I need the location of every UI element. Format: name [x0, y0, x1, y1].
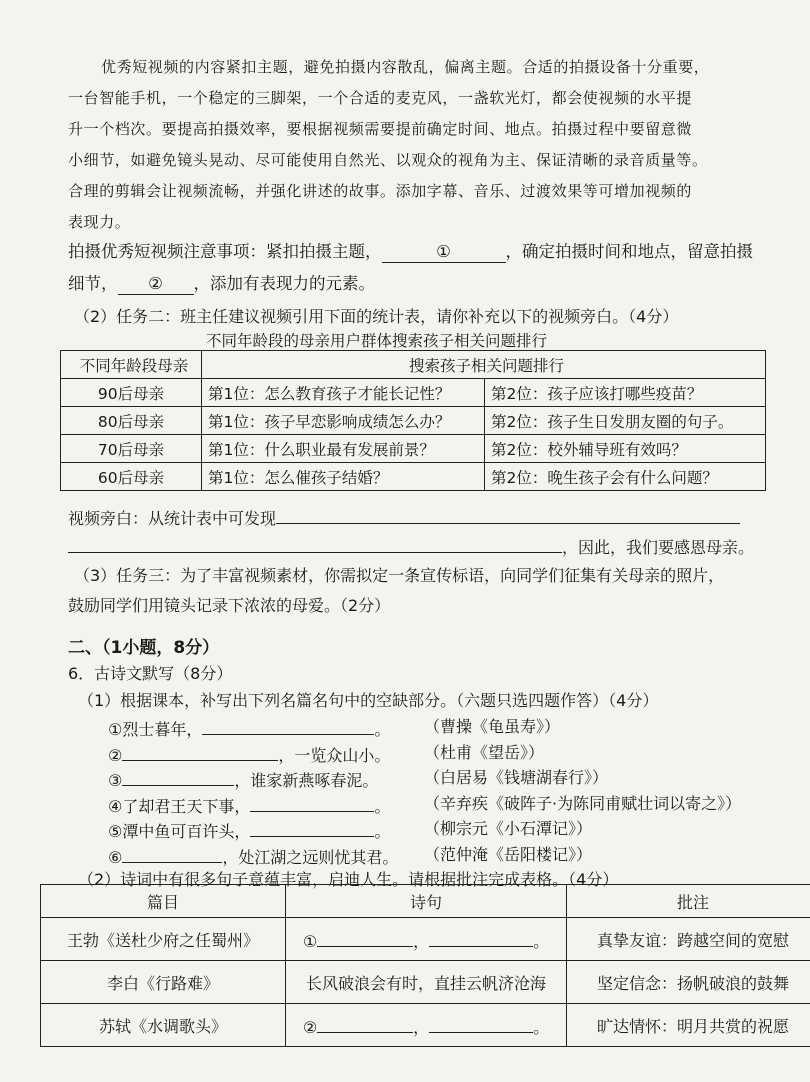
summary-text: 细节，: [68, 274, 118, 293]
intro-line: 一台智能手机，一个稳定的三脚架，一个合适的麦克风，一盏软光灯，都会使视频的水平提: [68, 89, 693, 107]
table-row: [41, 1004, 810, 1047]
verse-number: ②: [302, 1018, 318, 1037]
rank-second-cell: 第2位：孩子应该打哪些疫苗？: [485, 379, 766, 407]
rank-first-cell: 第1位：怎么教育孩子才能长记性？: [202, 379, 485, 407]
verse-blank[interactable]: [317, 926, 413, 947]
recite-item: [108, 740, 390, 766]
table-row: [41, 918, 810, 961]
item-number: ②: [108, 746, 123, 765]
item-prefix: 烈士暮年，: [122, 720, 203, 739]
narration-line-2: [68, 532, 754, 558]
item-suffix: 。: [374, 797, 391, 816]
recite-blank[interactable]: [122, 740, 278, 761]
recite-blank[interactable]: [202, 714, 374, 735]
task3-line-1: （3）任务三：为了丰富视频素材，你需拟定一条宣传标语，向同学们征集有关母亲的照片，: [74, 566, 725, 585]
narration-ending: ，因此，我们要感恩母亲。: [562, 538, 755, 557]
item-source: （柳宗元《小石潭记》）: [424, 819, 593, 838]
item-suffix: ，谁家新燕啄春泥。: [234, 771, 379, 790]
table-row: [61, 407, 766, 435]
poem-title-cell: 王勃《送杜少府之任蜀州》: [41, 918, 286, 961]
table-header-row: [61, 351, 766, 379]
rank-first-cell: 第1位：怎么催孩子结婚？: [202, 463, 485, 491]
intro-line: 升一个档次。要提高拍摄效率，要根据视频需要提前确定时间、地点。拍摄过程中要留意微: [68, 120, 693, 138]
recite-blank[interactable]: [122, 765, 234, 786]
rank-second-cell: 第2位：孩子生日发朋友圈的句子。: [485, 407, 766, 435]
recite-blank[interactable]: [250, 816, 374, 837]
rank-first-cell: 第1位：孩子早恋影响成绩怎么办？: [202, 407, 485, 435]
table-row: [41, 961, 810, 1004]
age-cell: 90后母亲: [61, 379, 202, 407]
item-number: ①: [108, 720, 123, 739]
item-prefix: 了却君王天下事，: [122, 797, 251, 816]
narration-blank-1[interactable]: [276, 503, 740, 524]
item-number: ⑤: [108, 822, 123, 841]
table-header: 篇目: [41, 885, 286, 918]
table-row: [61, 435, 766, 463]
section-heading: 二、（1小题，8分）: [68, 638, 220, 658]
table-header: 不同年龄段母亲: [61, 351, 202, 379]
item-suffix: 。: [374, 822, 391, 841]
poetry-table: [40, 884, 810, 1047]
recite-item: [108, 714, 390, 740]
note-cell: 坚定信念：扬帆破浪的鼓舞: [567, 961, 810, 1004]
rank-second-cell: 第2位：校外辅导班有效吗？: [485, 435, 766, 463]
intro-line: 小细节，如避免镜头晃动、尽可能使用自然光、以观众的视角为主、保证清晰的录音质量等。: [68, 151, 708, 169]
item-number: ④: [108, 797, 123, 816]
summary-blank-1[interactable]: ①: [382, 242, 506, 263]
rank-second-cell: 第2位：晚生孩子会有什么问题？: [485, 463, 766, 491]
summary-text: ，添加有表现力的元素。: [193, 274, 375, 293]
verse-cell[interactable]: ① ， 。: [286, 918, 567, 961]
item-number: ③: [108, 771, 123, 790]
recite-blank[interactable]: [250, 791, 374, 812]
verse-cell: 长风破浪会有时，直挂云帆济沧海: [286, 961, 567, 1004]
age-cell: 60后母亲: [61, 463, 202, 491]
table-header: 搜索孩子相关问题排行: [202, 351, 766, 379]
item-number: ⑥: [108, 848, 123, 867]
intro-paragraph: [68, 52, 758, 238]
table-title: 不同年龄段的母亲用户群体搜索孩子相关问题排行: [206, 332, 548, 350]
stats-table: [60, 350, 766, 491]
table-header: 批注: [567, 885, 810, 918]
task2-prompt: （2）任务二：班主任建议视频引用下面的统计表，请你补充以下的视频旁白。（4分）: [74, 307, 679, 326]
question-6-title: 6．古诗文默写（8分）: [68, 664, 233, 683]
item-source: （曹操《龟虽寿》）: [424, 717, 561, 736]
summary-line-2: [68, 270, 375, 295]
intro-line: 合理的剪辑会让视频流畅，并强化讲述的故事。添加字幕、音乐、过渡效果等可增加视频的: [68, 182, 693, 200]
verse-blank[interactable]: [429, 1012, 533, 1033]
sub-question-2: （2）诗词中有很多句子意蕴丰富，启迪人生。请根据批注完成表格。（4分）: [78, 870, 619, 889]
note-cell: 真挚友谊：跨越空间的宽慰: [567, 918, 810, 961]
summary-text: ，确定拍摄时间和地点，留意拍摄: [505, 242, 753, 261]
age-cell: 70后母亲: [61, 435, 202, 463]
table-header: 诗句: [286, 885, 567, 918]
narration-label: 视频旁白：从统计表中可发现: [68, 509, 277, 528]
note-cell: 旷达情怀：明月共赏的祝愿: [567, 1004, 810, 1047]
item-suffix: ，一览众山小。: [278, 746, 391, 765]
item-source: （杜甫《望岳》）: [424, 743, 545, 762]
age-cell: 80后母亲: [61, 407, 202, 435]
recite-item: [108, 816, 390, 842]
task3-line-2: 鼓励同学们用镜头记录下浓浓的母爱。（2分）: [68, 596, 391, 615]
verse-number: ①: [302, 932, 318, 951]
recite-item: [108, 842, 398, 868]
item-suffix: 。: [374, 720, 391, 739]
item-prefix: 潭中鱼可百许头，: [122, 822, 251, 841]
item-source: （辛弃疾《破阵子·为陈同甫赋壮词以寄之》）: [424, 794, 742, 813]
verse-blank[interactable]: [429, 926, 533, 947]
poem-title-cell: 苏轼《水调歌头》: [41, 1004, 286, 1047]
verse-cell[interactable]: ② ， 。: [286, 1004, 567, 1047]
summary-line-1: [68, 238, 753, 263]
intro-line: 表现力。: [68, 213, 131, 231]
narration-line-1: [68, 503, 740, 529]
intro-line: 优秀短视频的内容紧扣主题，避免拍摄内容散乱，偏离主题。合适的拍摄设备十分重要，: [101, 58, 710, 76]
item-suffix: ，处江湖之远则忧其君。: [222, 848, 399, 867]
item-source: （范仲淹《岳阳楼记》）: [424, 845, 593, 864]
poem-title-cell: 李白《行路难》: [41, 961, 286, 1004]
item-source: （白居易《钱塘湖春行》）: [424, 768, 609, 787]
verse-blank[interactable]: [317, 1012, 413, 1033]
summary-text: 拍摄优秀短视频注意事项：紧扣拍摄主题，: [68, 242, 382, 261]
recite-blank[interactable]: [122, 842, 222, 863]
rank-first-cell: 第1位：什么职业最有发展前景？: [202, 435, 485, 463]
table-row: [61, 379, 766, 407]
summary-blank-2[interactable]: ②: [118, 274, 194, 295]
sub-question-1: （1）根据课本，补写出下列名篇名句中的空缺部分。（六题只选四题作答）（4分）: [78, 691, 659, 710]
narration-blank-2[interactable]: [68, 532, 562, 553]
recite-item: [108, 765, 378, 791]
table-row: [61, 463, 766, 491]
table-header-row: [41, 885, 810, 918]
recite-item: [108, 791, 390, 817]
